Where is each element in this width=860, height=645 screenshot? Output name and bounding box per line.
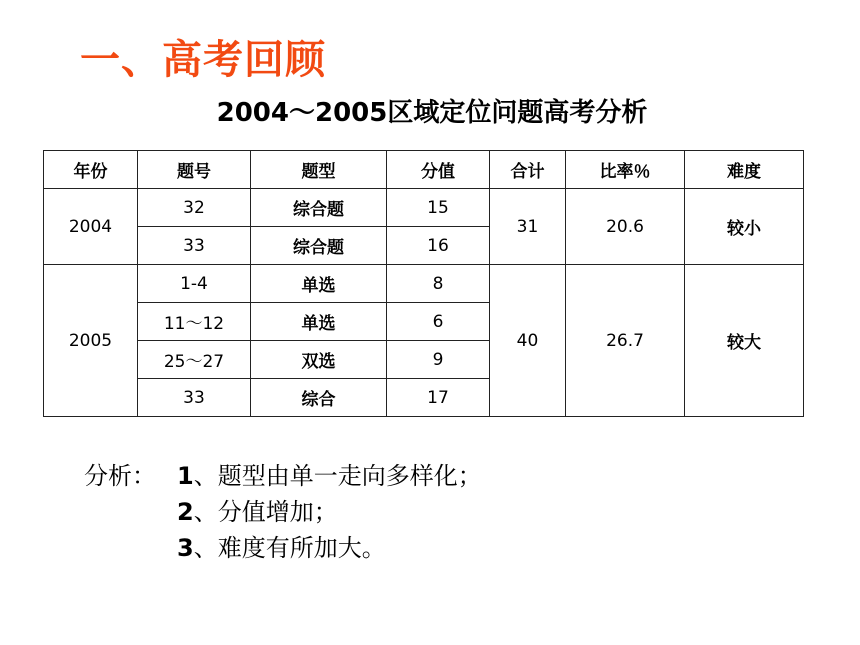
header-row [44, 151, 804, 189]
slide-title: 一、高考回顾 [80, 37, 326, 83]
type-cell: 综合题 [251, 189, 387, 227]
table-caption: 2004～2005区域定位问题高考分析 [216, 98, 648, 128]
point-number: 2 [177, 498, 194, 526]
total-cell: 40 [490, 265, 566, 417]
header-number: 题号 [138, 151, 251, 189]
point-text: 、分值增加； [193, 498, 338, 526]
score-cell: 17 [387, 379, 490, 417]
number-cell: 33 [138, 379, 251, 417]
analysis-point [84, 530, 482, 566]
number-cell: 33 [138, 227, 251, 265]
score-cell: 8 [387, 265, 490, 303]
type-cell: 单选 [251, 303, 387, 341]
point-number: 1 [177, 462, 194, 490]
table-row [44, 265, 804, 303]
header-year: 年份 [44, 151, 138, 189]
number-cell: 32 [138, 189, 251, 227]
score-cell: 16 [387, 227, 490, 265]
year-cell: 2005 [44, 265, 138, 417]
point-number: 3 [177, 534, 194, 562]
header-score: 分值 [387, 151, 490, 189]
analysis-section [84, 458, 482, 566]
header-difficulty: 难度 [685, 151, 804, 189]
point-text: 、题型由单一走向多样化； [193, 462, 482, 490]
point-text: 、难度有所加大。 [193, 534, 386, 562]
year-cell: 2004 [44, 189, 138, 265]
ratio-cell: 26.7 [566, 265, 685, 417]
exam-analysis-table [43, 150, 804, 417]
score-cell: 6 [387, 303, 490, 341]
type-cell: 综合题 [251, 227, 387, 265]
table-row [44, 189, 804, 227]
analysis-point [84, 458, 482, 494]
analysis-point [84, 494, 482, 530]
analysis-label: 分析： [84, 462, 156, 490]
number-cell: 25～27 [138, 341, 251, 379]
total-cell: 31 [490, 189, 566, 265]
type-cell: 综合 [251, 379, 387, 417]
header-total: 合计 [490, 151, 566, 189]
number-cell: 1-4 [138, 265, 251, 303]
number-cell: 11～12 [138, 303, 251, 341]
ratio-cell: 20.6 [566, 189, 685, 265]
type-cell: 双选 [251, 341, 387, 379]
difficulty-cell: 较大 [685, 265, 804, 417]
score-cell: 15 [387, 189, 490, 227]
score-cell: 9 [387, 341, 490, 379]
type-cell: 单选 [251, 265, 387, 303]
difficulty-cell: 较小 [685, 189, 804, 265]
header-ratio: 比率％ [566, 151, 685, 189]
header-type: 题型 [251, 151, 387, 189]
